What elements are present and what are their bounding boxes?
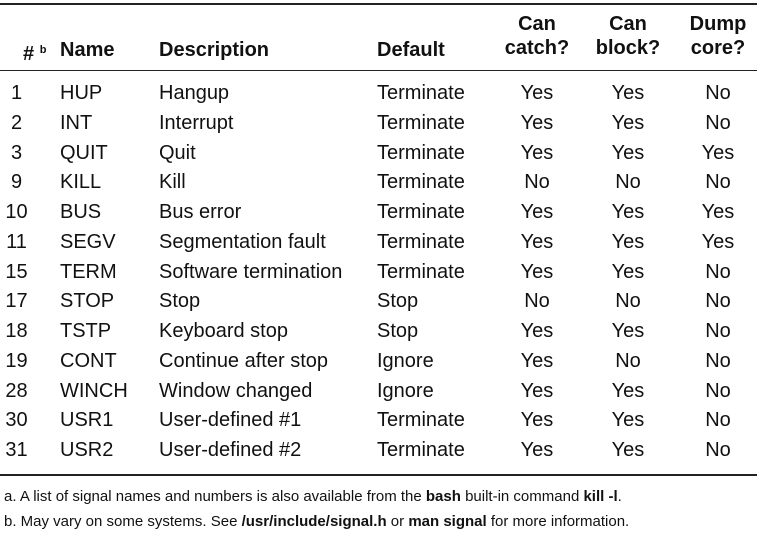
can-block-value: Yes — [611, 260, 645, 283]
signal-name: CONT — [60, 349, 117, 372]
table-row — [0, 435, 757, 465]
signal-description: Bus error — [159, 201, 242, 223]
can-catch-value: Yes — [520, 141, 554, 164]
can-catch-value: Yes — [520, 82, 554, 104]
can-catch-value: No — [524, 290, 550, 313]
signal-number: 28 — [5, 379, 28, 402]
can-catch-value: Yes — [520, 320, 554, 342]
dump-core-value: No — [705, 379, 731, 402]
table-row — [0, 286, 757, 316]
signal-name: HUP — [60, 82, 103, 104]
default-action: Terminate — [377, 111, 465, 134]
table-row — [0, 405, 757, 435]
default-action: Terminate — [377, 409, 465, 432]
signal-name: QUIT — [60, 141, 108, 164]
signal-number: 31 — [5, 439, 28, 461]
can-block-value: No — [615, 171, 641, 194]
signal-description: Quit — [159, 141, 196, 164]
signal-description: User-defined #2 — [159, 439, 302, 461]
table-row — [0, 227, 757, 257]
dump-core-value: No — [705, 409, 731, 432]
signal-description: User-defined #1 — [159, 409, 302, 432]
default-action: Terminate — [377, 171, 465, 194]
signal-number: 2 — [10, 111, 23, 134]
can-catch-value: Yes — [520, 409, 554, 432]
can-block-value: Yes — [611, 141, 645, 164]
header-dump-core-line2: core? — [690, 37, 746, 59]
can-catch-value: Yes — [520, 230, 554, 253]
table-row — [0, 167, 757, 197]
can-catch-value: Yes — [520, 379, 554, 402]
table-row — [0, 138, 757, 168]
signal-description: Keyboard stop — [159, 320, 288, 342]
can-block-value: Yes — [611, 439, 645, 461]
default-action: Ignore — [377, 349, 434, 372]
signal-number: 11 — [6, 230, 27, 253]
table-row — [0, 78, 757, 108]
dump-core-value: No — [705, 290, 731, 313]
default-action: Terminate — [377, 260, 465, 283]
signal-description: Segmentation fault — [159, 230, 326, 253]
table-top-rule — [0, 3, 757, 5]
can-block-value: Yes — [611, 201, 645, 223]
default-action: Stop — [377, 320, 419, 342]
default-action: Ignore — [377, 379, 434, 402]
table-row — [0, 316, 757, 346]
header-rule — [0, 70, 757, 71]
can-catch-value: No — [524, 171, 550, 194]
dump-core-value: No — [705, 349, 731, 372]
can-catch-value: Yes — [520, 111, 554, 134]
signal-number: 10 — [5, 201, 28, 223]
header-number-footnote-marker: b — [39, 44, 47, 56]
footnote-a: a. A list of signal names and numbers is also available from the bash built-in command kill -l. — [4, 488, 622, 505]
signal-number: 18 — [5, 320, 28, 342]
table-bottom-rule — [0, 474, 757, 476]
header-description: Description — [159, 39, 270, 61]
header-dump-core — [683, 12, 753, 60]
default-action: Stop — [377, 290, 419, 313]
signal-name: USR2 — [60, 439, 114, 461]
signal-description: Kill — [159, 171, 186, 194]
dump-core-value: No — [705, 82, 731, 104]
can-block-value: Yes — [611, 111, 645, 134]
can-block-value: No — [615, 349, 641, 372]
can-block-value: Yes — [611, 230, 645, 253]
signal-number: 1 — [10, 82, 23, 104]
signal-number: 3 — [10, 141, 23, 164]
dump-core-value: No — [705, 320, 731, 342]
signal-description: Stop — [159, 290, 201, 313]
dump-core-value: Yes — [701, 201, 735, 223]
signal-description: Hangup — [159, 82, 230, 104]
dump-core-value: Yes — [701, 141, 735, 164]
header-can-block-line2: block? — [595, 37, 661, 59]
table-row — [0, 197, 757, 227]
default-action: Terminate — [377, 141, 465, 164]
footnote-b: b. May vary on some systems. See /usr/include/signal.h or man signal for more information. — [4, 513, 630, 530]
header-can-block-line1: Can — [609, 13, 647, 35]
signal-name: TERM — [60, 260, 117, 283]
header-can-catch — [503, 12, 571, 60]
dump-core-value: No — [705, 171, 731, 194]
signal-description: Software termination — [159, 260, 343, 283]
can-catch-value: Yes — [520, 260, 554, 283]
header-name: Name — [60, 39, 115, 61]
dump-core-value: No — [705, 111, 731, 134]
signal-number: 17 — [5, 290, 28, 313]
can-catch-value: Yes — [520, 439, 554, 461]
table-row — [0, 108, 757, 138]
signal-description: Window changed — [159, 379, 313, 402]
can-block-value: Yes — [611, 82, 645, 104]
dump-core-value: No — [705, 439, 731, 461]
signal-name: STOP — [60, 290, 115, 313]
can-block-value: No — [615, 290, 641, 313]
signal-name: USR1 — [60, 409, 114, 432]
signal-number: 19 — [5, 349, 28, 372]
can-block-value: Yes — [611, 320, 645, 342]
signal-name: SEGV — [60, 230, 116, 253]
header-can-catch-line1: Can — [518, 13, 556, 35]
header-number: # $^b$ — [23, 43, 47, 65]
header-dump-core-line1: Dump — [689, 13, 747, 35]
can-catch-value: Yes — [520, 201, 554, 223]
signal-name: INT — [60, 111, 93, 134]
dump-core-value: No — [705, 260, 731, 283]
signal-number: 30 — [5, 409, 28, 432]
default-action: Terminate — [377, 230, 465, 253]
header-can-catch-line2: catch? — [504, 37, 570, 59]
can-block-value: Yes — [611, 379, 645, 402]
signal-name: WINCH — [60, 379, 128, 402]
header-default: Default — [377, 39, 445, 61]
table-row — [0, 257, 757, 287]
signal-description: Continue after stop — [159, 349, 328, 372]
can-catch-value: Yes — [520, 349, 554, 372]
default-action: Terminate — [377, 201, 465, 223]
signal-description: Interrupt — [159, 111, 234, 134]
default-action: Terminate — [377, 82, 465, 104]
signal-number: 15 — [5, 260, 28, 283]
can-block-value: Yes — [611, 409, 645, 432]
table-row — [0, 346, 757, 376]
table-row — [0, 376, 757, 406]
header-can-block — [593, 12, 663, 60]
signal-name: BUS — [60, 201, 102, 223]
dump-core-value: Yes — [701, 230, 735, 253]
signal-name: TSTP — [60, 320, 112, 342]
signal-number: 9 — [10, 171, 23, 194]
signal-name: KILL — [60, 171, 102, 194]
default-action: Terminate — [377, 439, 465, 461]
